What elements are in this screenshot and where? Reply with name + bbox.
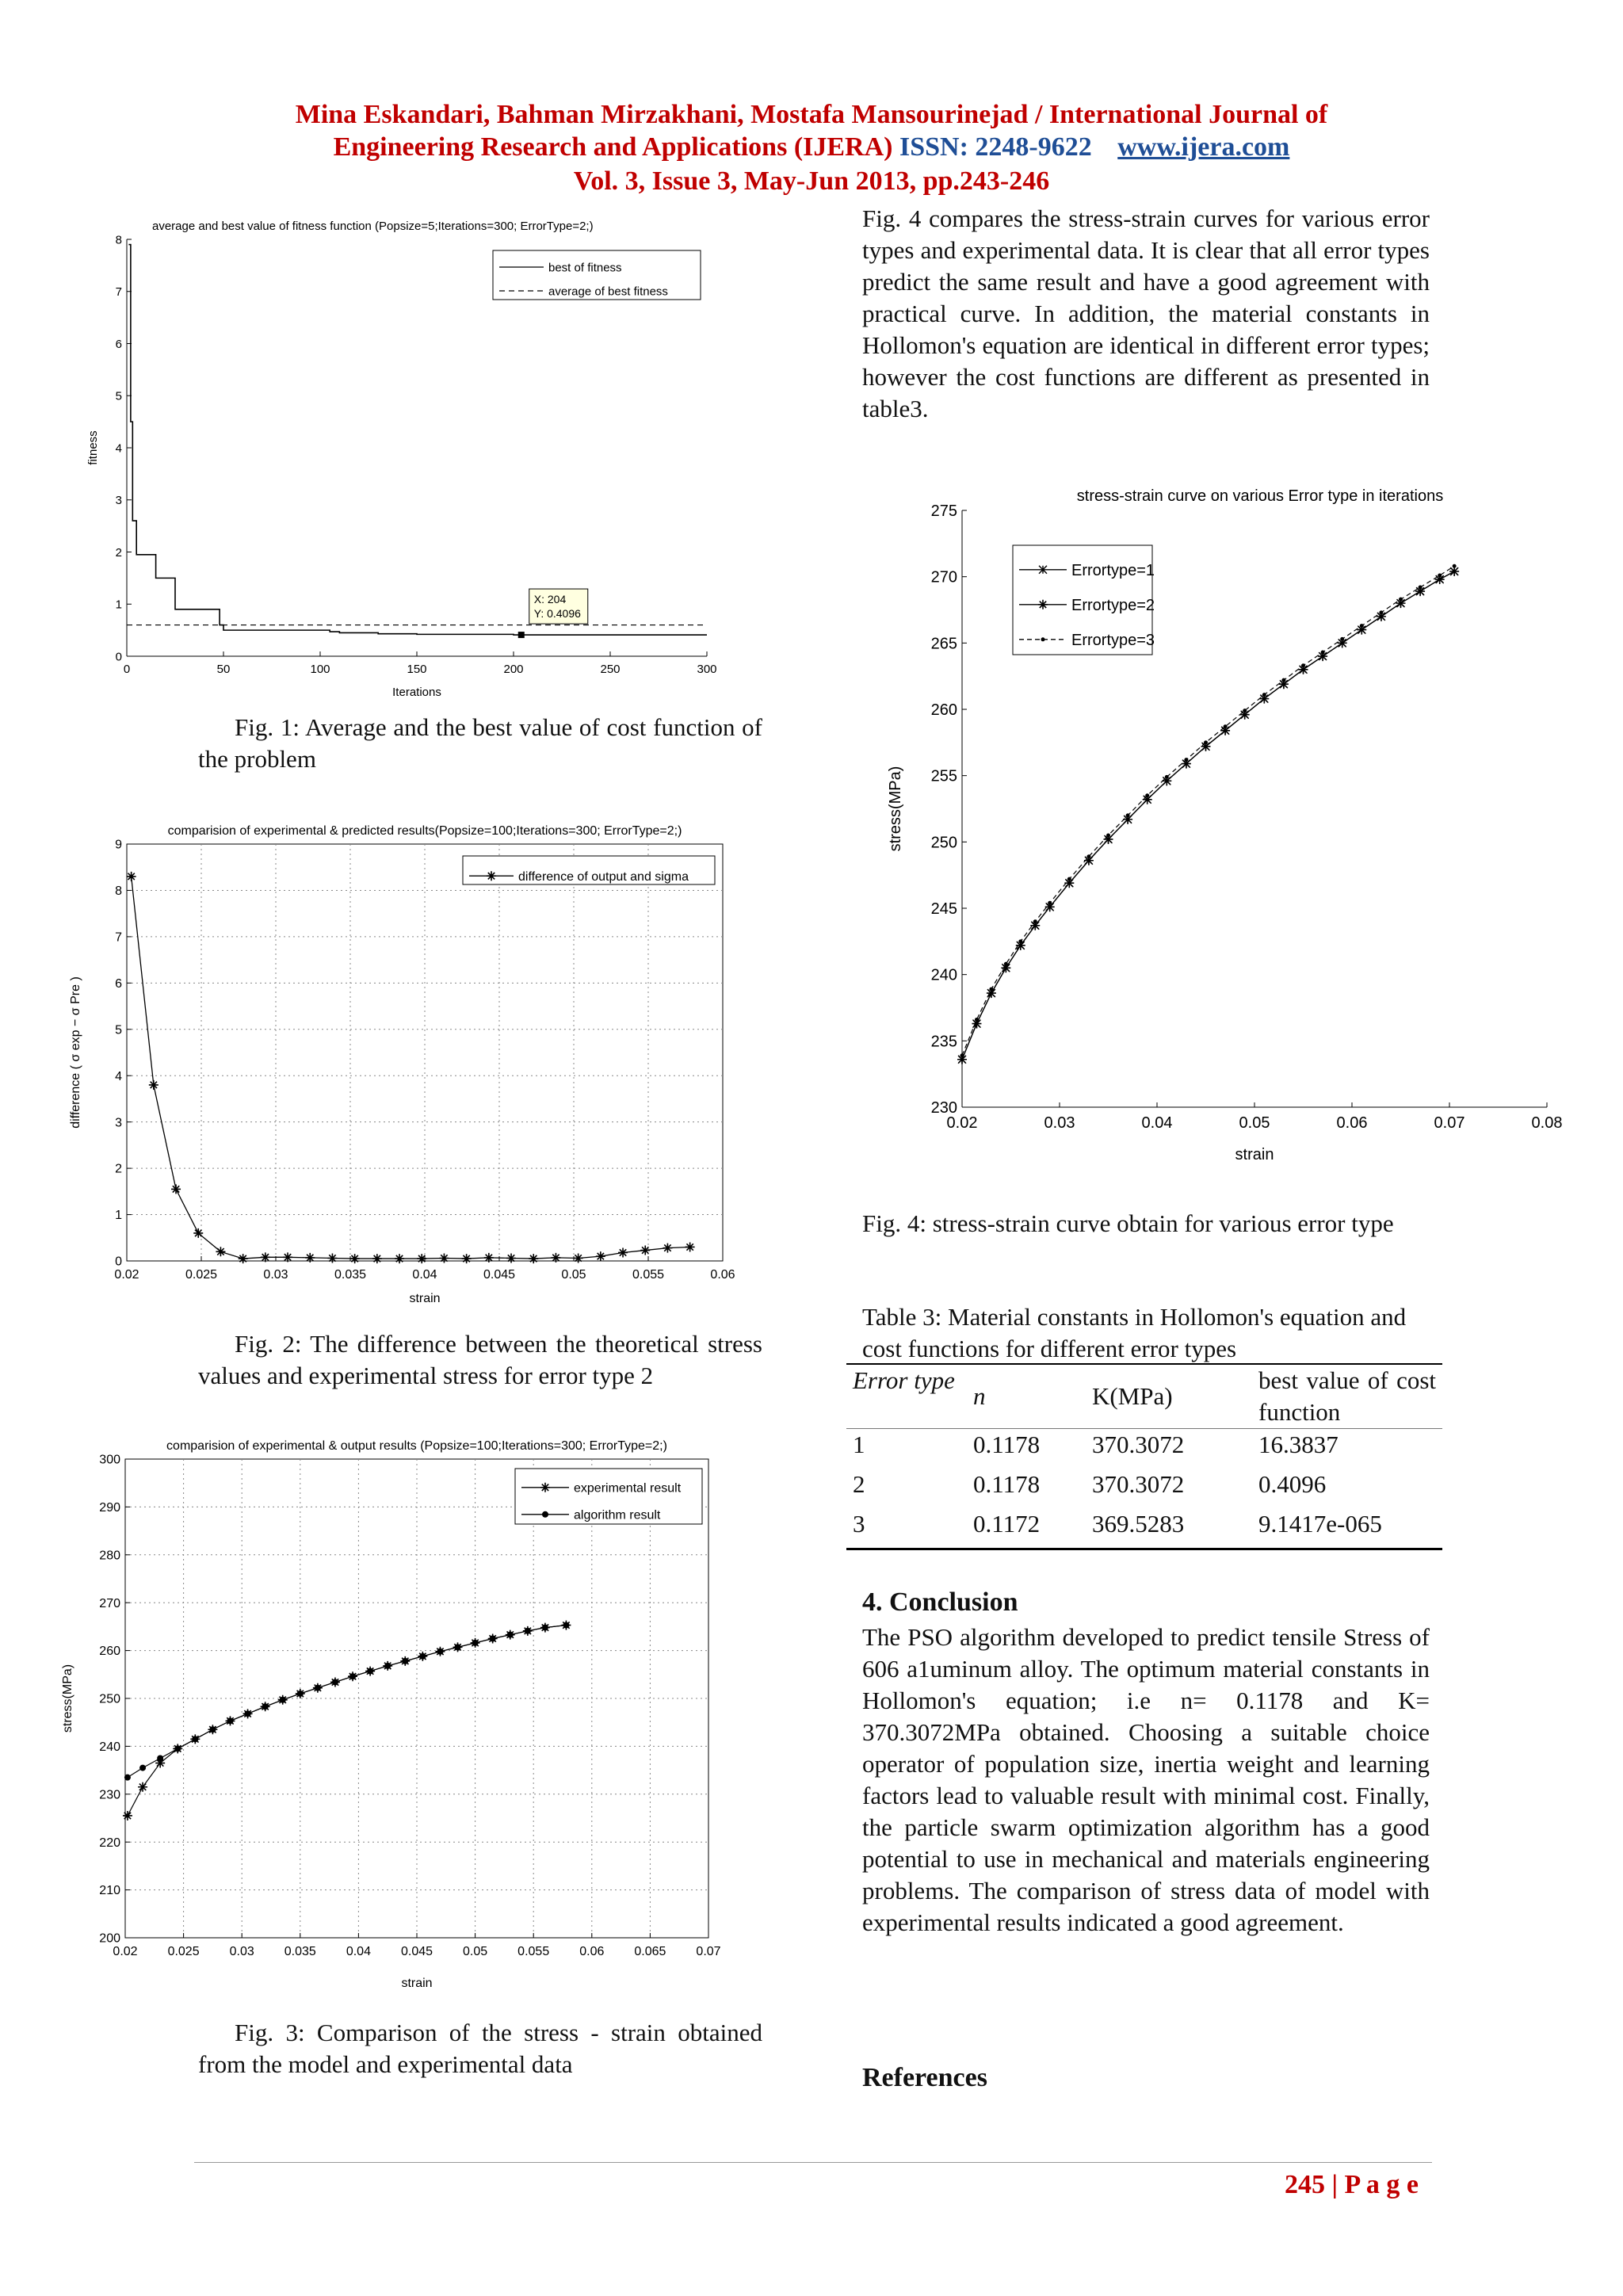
data-point (419, 1653, 426, 1660)
data-point (227, 1717, 233, 1724)
y-tick-label: 8 (115, 884, 122, 899)
data-point (1453, 564, 1457, 568)
y-tick-label: 7 (115, 930, 122, 945)
x-tick-label: 0.045 (400, 1945, 433, 1958)
y-tick-label: 270 (930, 568, 957, 586)
data-point (209, 1726, 216, 1733)
data-point (542, 1625, 548, 1631)
x-tick-label: 0.055 (517, 1945, 550, 1958)
data-point (1243, 709, 1247, 712)
cell: 370.3072 (1092, 1431, 1185, 1458)
y-tick-label: 235 (930, 1033, 957, 1051)
y-tick-label: 240 (99, 1740, 120, 1754)
legend-label: Errortype=1 (1071, 561, 1155, 579)
chart-title: comparision of experimental & output results (Popsize=100;Iterations=300; ErrorType=2;) (166, 1439, 667, 1453)
data-point (124, 1775, 131, 1781)
table-header-row (846, 1364, 1442, 1429)
x-tick-label: 0.045 (483, 1268, 516, 1282)
data-point (332, 1679, 338, 1685)
data-point (1165, 775, 1169, 779)
y-tick-label: 5 (115, 1023, 122, 1037)
x-tick-label: 0.04 (412, 1268, 437, 1282)
x-tick-label: 250 (600, 663, 621, 676)
x-tick-label: 0.025 (167, 1945, 200, 1958)
data-point (490, 1636, 496, 1642)
x-tick-label: 200 (503, 663, 524, 676)
fig4-chart (856, 444, 1569, 1205)
x-tick-label: 0.02 (113, 1945, 138, 1958)
legend-marker (487, 871, 496, 881)
figure-2 (60, 812, 758, 1320)
cell: 0.1178 (973, 1470, 1041, 1498)
y-tick-label: 290 (99, 1501, 120, 1515)
figure-4 (856, 444, 1569, 1205)
y-tick-label: 300 (99, 1453, 120, 1467)
legend-marker (1041, 637, 1045, 641)
x-tick-label: 0 (123, 663, 131, 676)
x-tick-label: 150 (407, 663, 427, 676)
chart-title: stress-strain curve on various Error type in iterations (1076, 487, 1444, 505)
data-point (975, 1018, 979, 1022)
cell: 0.4096 (1258, 1470, 1327, 1498)
data-point (1048, 901, 1052, 905)
data-point (455, 1644, 461, 1650)
data-point (245, 1710, 251, 1717)
paragraph-fig4-discussion: Fig. 4 compares the stress-strain curves for various error types and experimental data. It is clear that all error types predict the same result and have a good agreement with practical curve. In addition, the material constants in Hollomon's equation are identical in different error types; however the cost functions are different as presented in table3. (862, 204, 1430, 422)
y-tick-label: 230 (99, 1788, 120, 1802)
x-tick-label: 0.08 (1531, 1114, 1563, 1132)
cell: 1 (853, 1431, 865, 1458)
x-tick-label: 0.035 (284, 1945, 316, 1958)
x-tick-label: 0.05 (1239, 1114, 1270, 1132)
x-tick-label: 100 (310, 663, 330, 676)
data-point (1301, 663, 1305, 667)
chart-title: comparision of experimental & predicted results(Popsize=100;Iterations=300; ErrorType=2;) (167, 824, 682, 838)
y-tick-label: 4 (115, 441, 122, 456)
x-tick-label: 50 (216, 663, 231, 676)
y-axis-label: stress(MPa) (61, 1664, 74, 1733)
figure-3 (52, 1423, 750, 2009)
y-tick-label: 1 (115, 1209, 122, 1223)
data-point (1399, 598, 1403, 602)
data-point (989, 988, 993, 991)
legend (493, 250, 701, 300)
legend-label: best of fitness (548, 261, 622, 275)
data-point (367, 1668, 373, 1675)
data-point (439, 1253, 449, 1263)
y-tick-label: 255 (930, 767, 957, 785)
data-point (1438, 573, 1442, 577)
x-tick-label: 0.06 (1336, 1114, 1368, 1132)
y-tick-label: 210 (99, 1884, 120, 1898)
x-tick-label: 0.04 (346, 1945, 371, 1958)
fig1-chart (79, 211, 777, 702)
fig1-caption: Fig. 1: Average and the best value of cost function of the problem (198, 713, 762, 773)
data-point (1184, 758, 1188, 762)
data-point (138, 1782, 147, 1792)
legend (463, 856, 715, 884)
table-row (846, 1508, 1442, 1549)
y-tick-label: 7 (115, 285, 122, 299)
y-tick-label: 245 (930, 900, 957, 918)
data-point (506, 1253, 516, 1263)
data-point (149, 1080, 158, 1090)
data-point (960, 1053, 964, 1057)
y-tick-label: 0 (115, 1255, 122, 1269)
y-tick-label: 5 (115, 389, 122, 403)
x-tick-label: 0.05 (561, 1268, 586, 1282)
data-point (1340, 637, 1344, 641)
data-point (1204, 740, 1208, 744)
y-tick-label: 9 (115, 838, 122, 852)
y-tick-label: 1 (115, 598, 122, 612)
x-axis-label: strain (401, 1977, 433, 1990)
journal-link[interactable]: www.ijera.com (1117, 132, 1290, 162)
y-tick-label: 265 (930, 635, 957, 653)
x-axis-label: Iterations (392, 686, 441, 699)
data-point (685, 1242, 695, 1251)
legend-label: difference of output and sigma (518, 869, 689, 884)
issn: ISSN: 2248-9622 (899, 132, 1092, 162)
y-tick-label: 280 (99, 1549, 120, 1563)
data-point (1281, 678, 1285, 682)
y-tick-label: 250 (99, 1692, 120, 1706)
th-best-value: best value of cost function (1258, 1366, 1436, 1426)
table-3 (846, 1363, 1442, 1550)
data-point (171, 1184, 181, 1194)
cell: 0.1172 (973, 1510, 1041, 1538)
legend (1013, 545, 1155, 655)
data-point (384, 1663, 391, 1669)
data-point (663, 1244, 672, 1253)
x-tick-label: 0.025 (185, 1268, 218, 1282)
data-point (1145, 793, 1149, 797)
figure-1 (79, 211, 777, 702)
data-point (551, 1253, 560, 1263)
datatip-x: X: 204 (533, 593, 567, 606)
legend-marker (1038, 600, 1048, 609)
data-point (1224, 724, 1228, 728)
y-tick-label: 250 (930, 834, 957, 852)
data-point (1321, 651, 1325, 655)
data-point (1033, 919, 1037, 923)
x-tick-label: 0.03 (229, 1945, 254, 1958)
y-axis-label: fitness (86, 430, 100, 465)
y-tick-label: 230 (930, 1099, 957, 1117)
footer-rule (194, 2162, 1432, 2163)
fig2-chart (60, 812, 758, 1320)
y-tick-label: 8 (115, 233, 122, 247)
data-point (349, 1673, 356, 1679)
page-number: 245 | P a g e (1285, 2170, 1419, 2199)
y-tick-label: 4 (115, 1069, 122, 1083)
data-point (472, 1640, 479, 1646)
data-point (174, 1745, 181, 1752)
cell: 369.5283 (1092, 1510, 1185, 1538)
legend-marker (540, 1483, 550, 1492)
x-tick-label: 0.035 (334, 1268, 367, 1282)
series-1 (128, 245, 707, 635)
x-tick-label: 0.03 (1044, 1114, 1075, 1132)
legend-label: algorithm result (574, 1508, 661, 1522)
header-line-1: Mina Eskandari, Bahman Mirzakhani, Mostafa Mansourinejad / International Journal of (295, 100, 1328, 129)
x-axis-label: strain (1235, 1146, 1274, 1163)
data-point (1018, 939, 1022, 943)
cell: 2 (853, 1470, 865, 1498)
data-point (462, 1254, 472, 1263)
legend-marker (542, 1511, 548, 1518)
legend-label: Errortype=3 (1071, 631, 1155, 649)
th-k: K(MPa) (1092, 1382, 1173, 1410)
journal-name: Engineering Research and Applications (IJERA) (333, 132, 893, 162)
data-point (280, 1697, 286, 1703)
legend-label: Errortype=2 (1071, 596, 1155, 614)
data-point (297, 1690, 304, 1697)
cell: 9.1417e-065 (1258, 1510, 1382, 1538)
legend-label: experimental result (574, 1481, 682, 1496)
legend-label: average of best fitness (548, 285, 668, 299)
x-tick-label: 0.055 (632, 1268, 665, 1282)
x-axis-label: strain (409, 1292, 441, 1305)
datatip (518, 589, 588, 638)
fig2-caption: Fig. 2: The difference between the theoretical stress values and experimental stress for error type 2 (198, 1330, 762, 1389)
data-point (574, 1253, 583, 1263)
y-axis-label: difference ( σ exp − σ Pre ) (69, 976, 82, 1129)
data-point (1262, 693, 1266, 697)
legend (515, 1469, 702, 1524)
data-point (123, 1811, 132, 1820)
table-row (846, 1469, 1442, 1508)
chart-title: average and best value of fitness function (Popsize=5;Iterations=300; ErrorType=2;) (152, 220, 594, 233)
conclusion-heading: 4. Conclusion (862, 1587, 1018, 1617)
y-tick-label: 6 (115, 976, 122, 991)
data-point (327, 1253, 337, 1263)
data-point (315, 1685, 321, 1691)
data-point (1106, 833, 1110, 837)
data-point (1004, 962, 1008, 966)
th-error-type: Error type (853, 1366, 955, 1394)
data-point (1419, 586, 1423, 590)
y-tick-label: 6 (115, 337, 122, 351)
y-tick-label: 220 (99, 1836, 120, 1850)
y-tick-label: 275 (930, 502, 957, 520)
x-tick-label: 300 (697, 663, 717, 676)
x-tick-label: 0.02 (946, 1114, 978, 1132)
references-heading: References (862, 2063, 987, 2092)
x-tick-label: 0.05 (463, 1945, 488, 1958)
data-point (193, 1228, 203, 1238)
x-tick-label: 0.02 (114, 1268, 139, 1282)
data-point (402, 1658, 408, 1664)
series-line (128, 245, 707, 635)
fig3-caption: Fig. 3: Comparison of the stress - strain obtained from the model and experimental data (198, 2019, 762, 2078)
y-tick-label: 3 (115, 1116, 122, 1130)
data-point (437, 1648, 443, 1655)
data-point (1379, 610, 1383, 614)
x-tick-label: 0.07 (1434, 1114, 1465, 1132)
x-tick-label: 0.07 (696, 1945, 721, 1958)
y-tick-label: 2 (115, 1162, 122, 1176)
x-tick-label: 0.065 (634, 1945, 666, 1958)
x-tick-label: 0.06 (710, 1268, 735, 1282)
y-tick-label: 200 (99, 1931, 120, 1946)
data-point (1360, 624, 1364, 628)
fig4-caption: Fig. 4: stress-strain curve obtain for various error type (862, 1209, 1394, 1237)
x-tick-label: 0.06 (579, 1945, 605, 1958)
y-tick-label: 260 (99, 1645, 120, 1659)
datatip-y: Y: 0.4096 (533, 607, 581, 621)
y-tick-label: 270 (99, 1596, 120, 1610)
y-tick-label: 0 (115, 650, 122, 664)
header-line-2 (0, 132, 1623, 162)
th-n: n (973, 1382, 986, 1410)
table-row (846, 1429, 1442, 1469)
conclusion-text: The PSO algorithm developed to predict tensile Stress of 606 a1uminum alloy. The optimum material constants in Hollomon's equation; i.e n= 0.1178 and K= 370.3072MPa obtained. Choosing a suitable choice operator of population size, inertia weight and learning factors lead to valuable result with minimal cost. Finally, the particle swarm optimization algorithm has a good potential to use in mechanical and materials engineering problems. The comparison of stress data of model with experimental results indicated a good agreement. (862, 1623, 1430, 1936)
fig3-chart (52, 1423, 750, 2009)
y-axis-label: stress(MPa) (887, 766, 904, 852)
y-tick-label: 3 (115, 494, 122, 507)
data-point (192, 1736, 198, 1742)
cell: 16.3837 (1258, 1431, 1338, 1458)
data-point (139, 1765, 146, 1771)
y-tick-label: 240 (930, 966, 957, 984)
data-point (525, 1628, 531, 1634)
datatip-marker (518, 632, 525, 638)
cell: 370.3072 (1092, 1470, 1185, 1498)
data-point (1086, 854, 1090, 858)
y-tick-label: 260 (930, 701, 957, 719)
data-point (507, 1632, 514, 1638)
cell: 0.1178 (973, 1431, 1041, 1458)
data-point (157, 1755, 163, 1762)
header-line-3: Vol. 3, Issue 3, May-Jun 2013, pp.243-246 (573, 166, 1050, 196)
data-point (1126, 813, 1130, 817)
data-point (1067, 877, 1071, 881)
y-tick-label: 2 (115, 545, 122, 560)
data-point (529, 1254, 538, 1263)
data-point (262, 1703, 269, 1710)
data-point (563, 1622, 569, 1629)
data-point (127, 872, 136, 881)
cell: 3 (853, 1510, 865, 1538)
x-tick-label: 0.03 (263, 1268, 288, 1282)
table3-caption: Table 3: Material constants in Hollomon's equation and cost functions for different error types (862, 1303, 1407, 1362)
x-tick-label: 0.04 (1141, 1114, 1173, 1132)
